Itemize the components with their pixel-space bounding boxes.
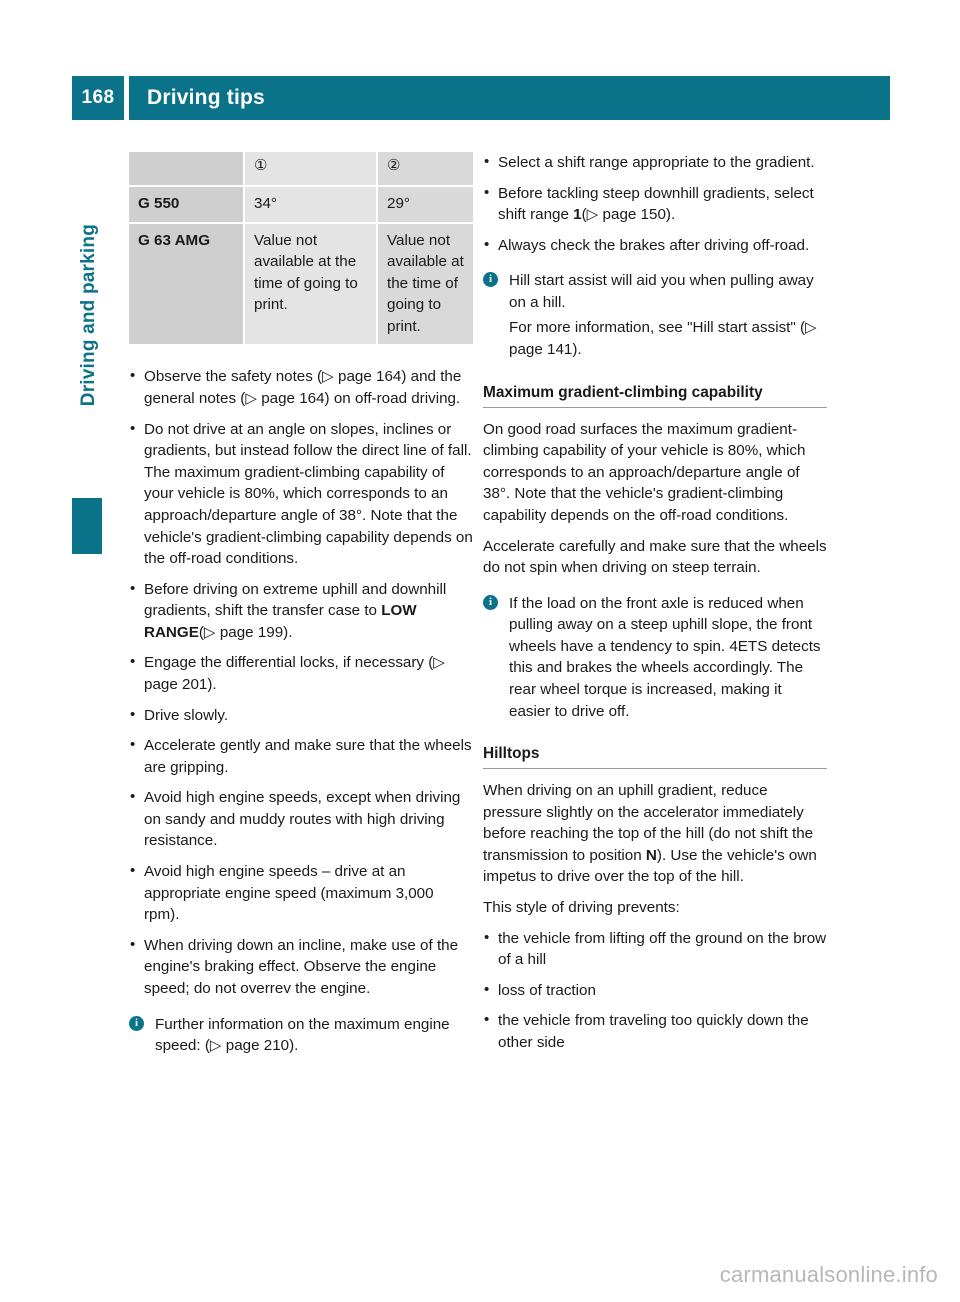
list-item: • the vehicle from lifting off the ground on the brow of a hill (483, 928, 827, 971)
info-icon: i (129, 1016, 144, 1031)
list-item: • Observe the safety notes (▷ page 164) and the general notes (▷ page 164) on off-road driving. (129, 366, 473, 409)
list-item: • When driving down an incline, make use of the engine's braking effect. Observe the engine speed; do not overrev the engine. (129, 935, 473, 1000)
section-heading-max-gradient: Maximum gradient-climbing capability (483, 383, 827, 408)
table-cell-model: G 63 AMG (129, 223, 244, 346)
chapter-side-tab-label: Driving and parking (78, 224, 99, 407)
section-paragraph: This style of driving prevents: (483, 899, 680, 917)
transmission-position-label: N (645, 846, 657, 864)
info-note-text: Further information on the maximum engine speed: (▷ page 210). (155, 1015, 450, 1055)
list-item-text-pre: Before tackling steep downhill gradients, select shift range (498, 184, 814, 224)
offroad-guidelines-list (129, 366, 473, 999)
info-note-text-line2: For more information, see "Hill start assist" (▷ page 141). (509, 319, 817, 359)
low-range-label: LOW RANGE (144, 602, 417, 641)
hilltop-prevention-list (483, 928, 827, 1054)
table-cell-value-1: Value not available at the time of going to print. (244, 223, 377, 346)
list-item: • Engage the differential locks, if necessary (▷ page 201). (129, 652, 473, 695)
section-paragraph-post: ). Use the vehicle's own impetus to drive over the top of the hill. (483, 846, 817, 886)
list-item: • Do not drive at an angle on slopes, inclines or gradients, but instead follow the direct line of fall. The maximum gradient-climbing capability of your vehicle is 80%, which corresponds to an approach/departure angle of 38°. Note that the vehicle's gradient-climbing capability depends on the off-road conditions. (129, 419, 473, 570)
page-number: 168 (72, 76, 124, 120)
list-item: • the vehicle from traveling too quickly down the other side (483, 1010, 827, 1053)
list-item (129, 579, 473, 644)
list-item: • Avoid high engine speeds – drive at an appropriate engine speed (maximum 3,000 rpm). (129, 861, 473, 926)
shift-range-guidelines-list (483, 152, 827, 256)
page-header (72, 76, 890, 120)
info-note (483, 593, 827, 722)
table-header-callout-2: ② (377, 152, 473, 186)
table-cell-model: G 550 (129, 186, 244, 223)
table-cell-value-1: 34° (244, 186, 377, 223)
section-paragraph-pre: When driving on an uphill gradient, reduce pressure slightly on the accelerator immediately before reaching the top of the hill (do not shift the transmission to position (483, 782, 814, 864)
info-icon: i (483, 595, 498, 610)
list-item: • Select a shift range appropriate to the gradient. (483, 152, 827, 174)
list-item: • Avoid high engine speeds, except when driving on sandy and muddy routes with high driving resistance. (129, 787, 473, 852)
table-row (129, 223, 473, 346)
chapter-tab-marker (72, 498, 102, 554)
table-cell-value-2: Value not available at the time of going to print. (377, 223, 473, 346)
left-column (129, 152, 473, 1071)
info-note (483, 270, 827, 360)
table-header-callout-1: ① (244, 152, 377, 186)
info-note-text-line1: Hill start assist will aid you when pulling away on a hill. (509, 272, 814, 311)
page-title: Driving tips (129, 76, 890, 120)
shift-range-label: 1 (573, 206, 582, 224)
list-item: • Always check the brakes after driving off-road. (483, 235, 827, 257)
table-row (129, 186, 473, 223)
section-paragraph: Accelerate carefully and make sure that the wheels do not spin when driving on steep terrain. (483, 537, 827, 577)
table-header-row (129, 152, 473, 186)
list-item-text-pre: Before driving on extreme uphill and downhill gradients, shift the transfer case to (144, 580, 447, 620)
list-item: • Drive slowly. (129, 705, 473, 727)
gradient-angle-table (129, 152, 473, 346)
section-heading-hilltops: Hilltops (483, 744, 827, 769)
section-paragraph (483, 780, 827, 888)
info-icon: i (483, 272, 498, 287)
list-item: • loss of traction (483, 980, 827, 1002)
list-item (483, 183, 827, 226)
info-note (129, 1014, 473, 1057)
site-watermark: carmanualsonline.info (719, 1262, 938, 1287)
list-item: • Accelerate gently and make sure that the wheels are gripping. (129, 735, 473, 778)
list-item-text-post: (▷ page 150). (581, 206, 676, 224)
table-header-model (129, 152, 244, 186)
list-item-text-post: (▷ page 199). (198, 623, 293, 641)
table-cell-value-2: 29° (377, 186, 473, 223)
right-column (483, 152, 827, 1054)
chapter-side-tab (72, 224, 106, 560)
section-paragraph: On good road surfaces the maximum gradient-climbing capability of your vehicle is 80%, which corresponds to an approach/departure angle of 38°. Note that the vehicle's gradient-climbing capability depends on the off-road conditions. (483, 420, 806, 524)
info-note-text: If the load on the front axle is reduced when pulling away on a steep uphill slope, the front wheels have a tendency to spin. 4ETS detects this and brakes the wheels accordingly. The rear wheel torque is increased, making it easier to drive off. (509, 594, 821, 720)
